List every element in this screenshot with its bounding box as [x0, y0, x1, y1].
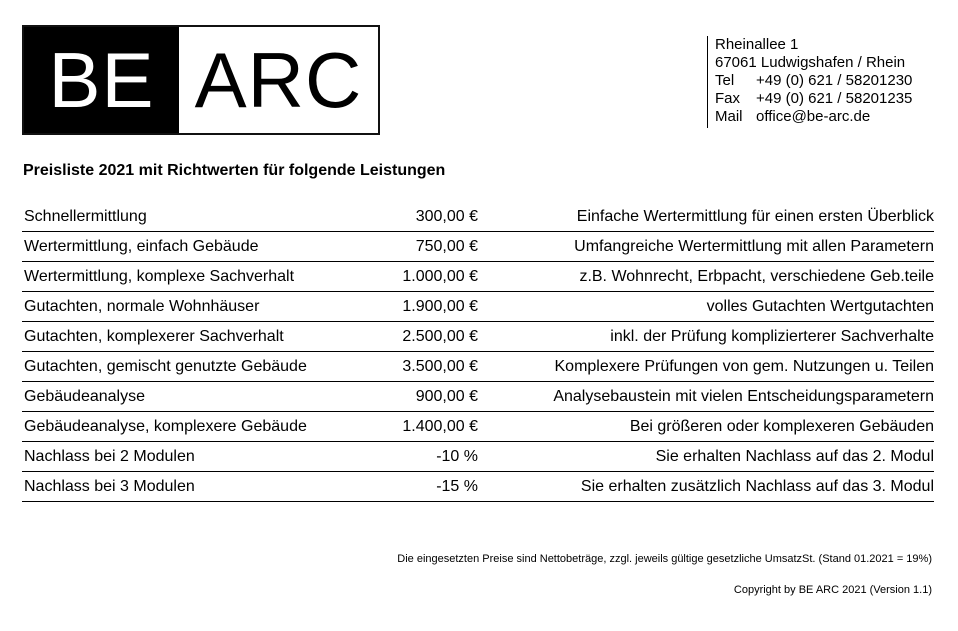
table-row [22, 352, 934, 382]
price-table [22, 202, 934, 502]
logo-right-text: ARC [179, 27, 378, 133]
service-name: Nachlass bei 3 Modulen [24, 477, 195, 495]
service-name: Nachlass bei 2 Modulen [24, 447, 195, 465]
service-price: 1.900,00 € [402, 297, 478, 315]
service-description: Sie erhalten zusätzlich Nachlass auf das 3. Modul [580, 477, 934, 495]
table-row [22, 262, 934, 292]
service-price: -15 % [436, 477, 478, 495]
service-price: 1.000,00 € [402, 267, 478, 285]
table-row [22, 412, 934, 442]
table-row [22, 442, 934, 472]
service-description: volles Gutachten Wertgutachten [706, 297, 934, 315]
table-row [22, 292, 934, 322]
service-price: 900,00 € [415, 387, 478, 405]
tel-label: Tel [715, 72, 735, 89]
footnote: Die eingesetzten Preise sind Nettobeträge, zzgl. jeweils gültige gesetzliche UmsatzSt. (Stand 01.2021 = 19%) [397, 553, 932, 565]
service-name: Wertermittlung, einfach Gebäude [24, 237, 259, 255]
copyright: Copyright by BE ARC 2021 (Version 1.1) [733, 584, 932, 596]
service-description: z.B. Wohnrecht, Erbpacht, verschiedene Geb.teile [579, 267, 934, 285]
service-description: Bei größeren oder komplexeren Gebäuden [629, 417, 934, 435]
service-name: Gebäudeanalyse [24, 387, 145, 405]
service-name: Schnellermittlung [24, 207, 147, 225]
service-price: 3.500,00 € [402, 357, 478, 375]
table-row [22, 472, 934, 502]
mail-value: office@be-arc.de [756, 108, 871, 125]
service-description: Einfache Wertermittlung für einen ersten Überblick [576, 207, 934, 225]
service-price: 1.400,00 € [402, 417, 478, 435]
logo [22, 25, 380, 135]
service-description: Umfangreiche Wertermittlung mit allen Parametern [574, 237, 934, 255]
service-name: Gebäudeanalyse, komplexere Gebäude [24, 417, 307, 435]
service-description: inkl. der Prüfung komplizierterer Sachverhalte [610, 327, 934, 345]
fax-label: Fax [715, 90, 741, 107]
service-price: 300,00 € [415, 207, 478, 225]
service-price: -10 % [436, 447, 478, 465]
service-description: Analysebaustein mit vielen Entscheidungsparametern [553, 387, 934, 405]
service-name: Gutachten, normale Wohnhäuser [24, 297, 260, 315]
service-name: Wertermittlung, komplexe Sachverhalt [24, 267, 295, 285]
table-row [22, 232, 934, 262]
table-row [22, 382, 934, 412]
contact-city: 67061 Ludwigshafen / Rhein [715, 54, 906, 71]
logo-left-text: BE [24, 27, 179, 133]
service-price: 750,00 € [415, 237, 478, 255]
service-name: Gutachten, gemischt genutzte Gebäude [24, 357, 307, 375]
contact-block [707, 36, 912, 128]
contact-mail [715, 108, 912, 126]
service-price: 2.500,00 € [402, 327, 478, 345]
contact-street: Rheinallee 1 [715, 36, 799, 53]
fax-value: +49 (0) 621 / 58201235 [756, 90, 913, 107]
table-row [22, 322, 934, 352]
service-description: Komplexere Prüfungen von gem. Nutzungen u. Teilen [554, 357, 934, 375]
service-name: Gutachten, komplexerer Sachverhalt [24, 327, 284, 345]
service-description: Sie erhalten Nachlass auf das 2. Modul [655, 447, 934, 465]
contact-tel [715, 72, 912, 90]
page-title: Preisliste 2021 mit Richtwerten für folgende Leistungen [23, 162, 446, 179]
tel-value: +49 (0) 621 / 58201230 [756, 72, 913, 89]
contact-fax [715, 90, 912, 108]
table-row [22, 202, 934, 232]
mail-label: Mail [715, 108, 743, 125]
